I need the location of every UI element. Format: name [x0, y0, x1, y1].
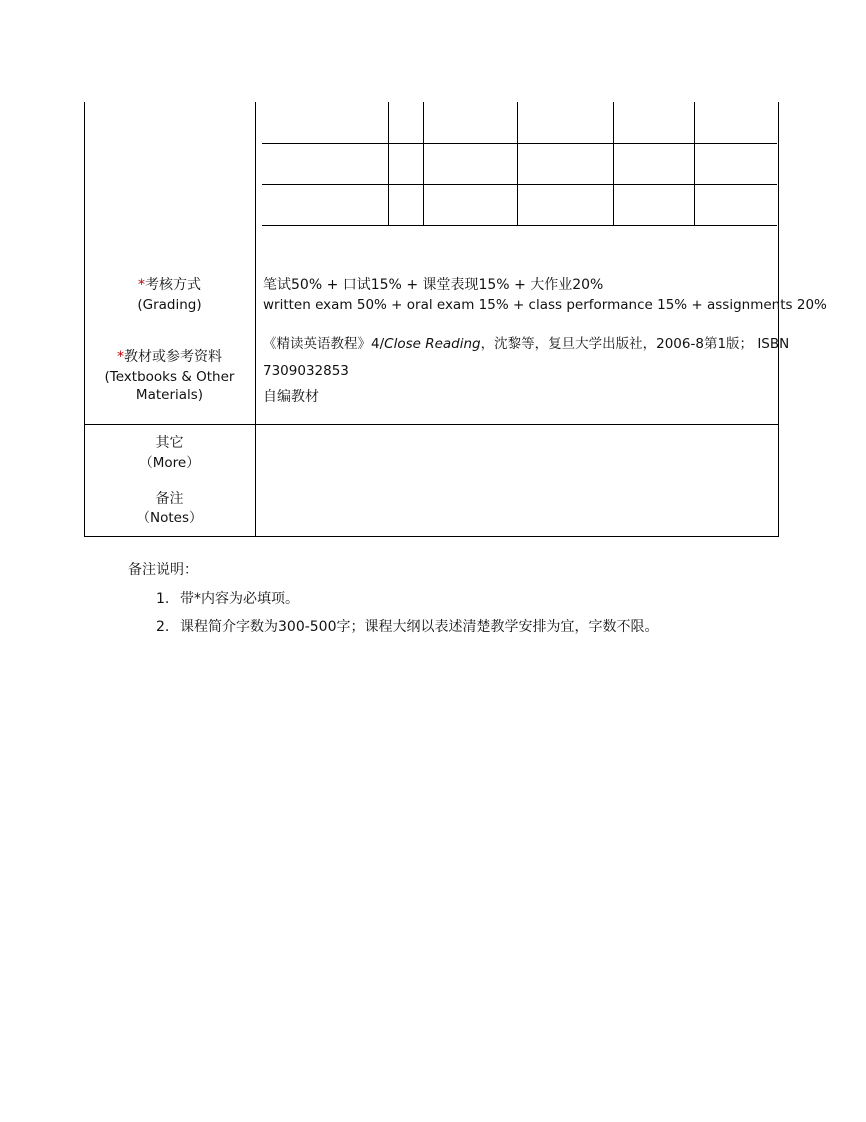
footnote-text: 课程简介字数为300-500字；课程大纲以表述清楚教学安排为宜，字数不限。 [180, 619, 659, 635]
grading-label [84, 275, 255, 295]
schedule-col-divider-4 [613, 102, 614, 226]
materials-self-compiled: 自编教材 [263, 389, 319, 405]
more-label-en: （More） [139, 455, 200, 471]
footnote-item [156, 588, 299, 608]
schedule-col-divider-5 [694, 102, 695, 226]
schedule-col-divider-1 [388, 102, 389, 226]
schedule-col-divider-2 [423, 102, 424, 226]
table-bottom-border [84, 536, 779, 537]
required-mark: * [138, 277, 145, 293]
schedule-row-line-2 [262, 184, 777, 185]
materials-label-en-2: Materials) [135, 387, 204, 403]
materials-label-cn: 教材或参考资料 [124, 349, 222, 365]
row-separator-more [84, 424, 779, 425]
schedule-row-line-3 [262, 225, 777, 226]
book-suffix: ，沈黎等，复旦大学出版社，2006-8第1版； ISBN [480, 336, 790, 352]
grading-label-en: (Grading) [137, 297, 202, 313]
schedule-row-line-1 [262, 143, 777, 144]
label-column-divider [255, 102, 256, 537]
footnote-number: 2. [156, 619, 170, 635]
table-right-border [778, 102, 779, 537]
grading-label-cn: 考核方式 [145, 277, 201, 293]
footnote-number: 1. [156, 591, 170, 607]
materials-book-line [263, 334, 789, 354]
schedule-col-divider-3 [517, 102, 518, 226]
book-title: Close Reading [384, 336, 481, 352]
grading-value-en: written exam 50% + oral exam 15% + class performance 15% + assignments 20% [263, 297, 827, 313]
required-mark: * [117, 349, 124, 365]
footnote-text: 带*内容为必填项。 [180, 591, 299, 607]
footnote-item [156, 616, 659, 636]
grading-value-cn: 笔试50% + 口试15% + 课堂表现15% + 大作业20% [263, 277, 604, 293]
more-label-cn: 其它 [155, 435, 184, 451]
footnotes-title: 备注说明： [128, 562, 198, 578]
materials-label [84, 347, 255, 367]
book-prefix: 《精读英语教程》4/ [263, 336, 385, 352]
notes-label-en: （Notes） [136, 510, 203, 526]
materials-isbn: 7309032853 [263, 363, 349, 379]
notes-label-cn: 备注 [155, 491, 184, 507]
materials-label-en-1: (Textbooks & Other [104, 369, 235, 385]
